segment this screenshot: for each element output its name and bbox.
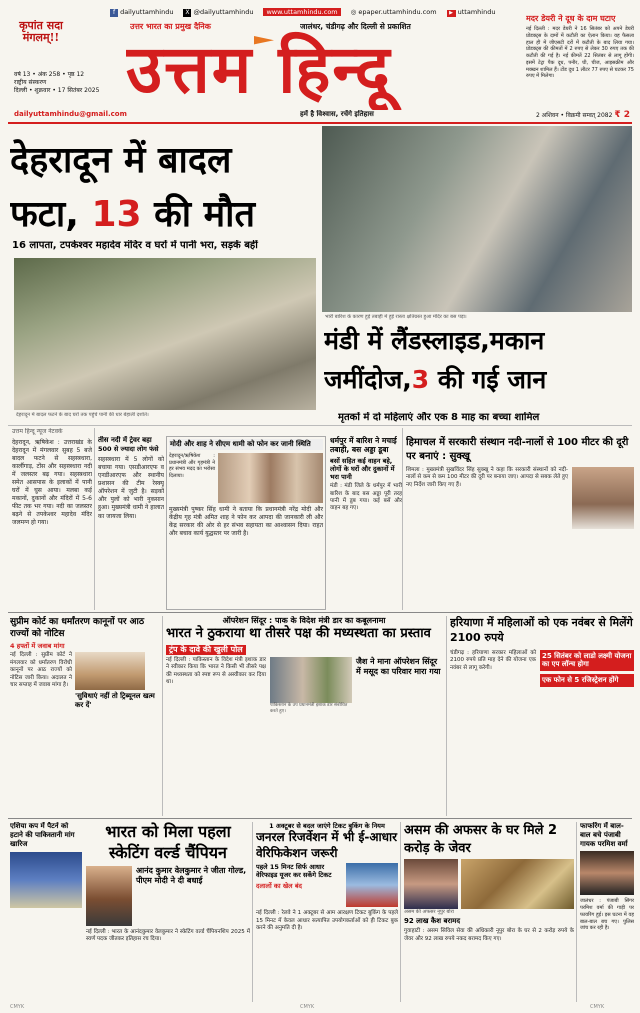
sc-body: नई दिल्ली : सुप्रीम कोर्ट ने मंगलवार को धर्मांतरण विरोधी कानूनों पर आठ राज्यों को नोटिस जारी किया। अदालत ने चार सप्ताह में जवाब मांगा है।	[10, 652, 72, 689]
cricket-photo	[10, 852, 82, 908]
rail-kicker: 1 अक्टूबर से बदल जाएंगे टिकट बुकिंग के नियम	[269, 822, 385, 830]
sidebar-news-body: नई दिल्ली : मदर डेयरी ने 16 सितंबर को अपने डेयरी प्रोडक्ट्स के दामों में कटौती का ऐलान किया। यह फैसला हाल ही में जीएसटी दरों में कटौती के बाद लिया गया। प्रोडक्ट्स की कीमतों में 2 रुपए से लेकर 30 रुपए तक की कटौती की गई है। नई कीमतें 22 सितंबर से लागू होंगी। इसमें टेट्रा पैक दूध, पनीर, घी, चीज, आइसक्रीम और मक्खन शामिल हैं। टोंड दूध 1 लीटर 77 रुपए से घटकर 75 रुपए में मिलेगा।	[526, 26, 634, 80]
firing-body: जालंधर : पंजाबी सिंगर परमिश वर्मा की गाड़ी पर फायरिंग हुई। इस घटना में वह बाल-बाल बच गए। पुलिस जांच कर रही है।	[580, 898, 634, 932]
rail-point2: दलालों का खेल बंद	[256, 881, 302, 890]
mandi-headline: मंडी में लैंडस्लाइड,मकान जमींदोज,3 की गई जान	[324, 326, 547, 394]
footer-mark-right: CMYK	[590, 1004, 605, 1010]
haryana-box2: एक फोन से 5 रजिस्ट्रेशन होंगे	[540, 674, 634, 687]
firing-story	[580, 822, 634, 1002]
lead-photo	[14, 258, 316, 410]
officer-photo	[404, 859, 458, 909]
sidebar-news	[526, 14, 634, 106]
dharmpur-story	[330, 436, 402, 610]
col1-story	[12, 428, 92, 610]
col2-story	[98, 436, 164, 610]
issue-info: वर्ष 13 • अंक 258 • पृष्ठ 12 राष्ट्रीय संस्करण दिल्ली • शुक्रवार • 17 सितंबर 2025	[14, 71, 100, 95]
sindoor-body: नई दिल्ली : पाकिस्तान के विदेश मंत्री इशाक डार ने स्वीकार किया कि भारत ने किसी भी तीसरे पक्ष की मध्यस्थता को स्पष्ट रूप से अस्वीकार कर दिया था।	[166, 656, 266, 686]
haryana-box1: 25 सितंबर को लाडो लक्ष्मी योजना का एप लॉन्च होगा	[540, 650, 634, 672]
col1-body: देहरादून, ऋषिकेश : उत्तराखंड के देहरादून में मंगलवार सुबह 5 बजे बादल फटने से सहस्त्रधारा, कार्लीगाड़, टोंस और सहस्त्रधारा नदी में जलस्तर बढ़ गया। सहस्त्रधारा समेत आसपास के इलाकों में पानी घरों में घुस आया। मलबा कई मकानों, दुकानों और मंदिरों में 5-6 फीट तक भर गया। नदी का जलस्तर बढ़ने से तपकेश्वर महादेव मंदिर जलमग्न हो गया।	[12, 438, 92, 527]
col2-body: सहस्त्रधारा में 5 लोगों को बचाया गया। एसडीआरएफ व एनडीआरएफ और स्थानीय प्रशासन की टीम रेस्क्यू ऑपरेशन में जुटी है। सड़कों और पुलों को भारी नुकसान हुआ। मुख्यमंत्री धामी ने हालात का जायजा लिया।	[98, 455, 164, 520]
right-photo-caption: भारी बारिश के कारण हुई तबाही में हुई रास्ता क्षतिग्रस्त हुआ मंदिर का बस पड़ा।	[325, 314, 467, 320]
col2-headline: तीस नदी में ट्रेवर बहा	[98, 436, 152, 444]
skating-headline: भारत को मिला पहला स्केटिंग वर्ल्ड चैंपियन	[105, 822, 231, 862]
assam-body: गुवाहाटी : असम सिविल सेवा की अधिकारी नूपुर बोरा के घर से 2 करोड़ रुपये के जेवर और 92 लाख रुपये नकद बरामद किए गए।	[404, 928, 574, 942]
sindoor-kicker: ऑपरेशन सिंदूर : पाक के विदेश मंत्री डार का कबूलनामा	[222, 616, 386, 625]
motto: हमें है विश्वास, रचेंगे इतिहास	[300, 110, 374, 118]
modi-box	[166, 436, 326, 610]
sukhu-photo	[572, 467, 634, 529]
footer-mark-center: CMYK	[300, 1004, 315, 1010]
facebook-icon: f	[110, 9, 118, 17]
sc-quote: 'सुविधाएं नहीं तो ट्रिब्यूनल खत्म कर दें'	[74, 692, 155, 710]
masthead-title: उत्तम हिन्दू	[126, 30, 392, 108]
rail-body: नई दिल्ली : रेलवे ने 1 अक्टूबर से आम आरक्षण टिकट बुकिंग के पहले 15 मिनट में केवल आधार सत्यापित उपयोगकर्ताओं को ही टिकट बुक करने की अनुमति दी है।	[256, 910, 398, 932]
jaish-headline: जैश ने माना ऑपरेशन सिंदूर में मसूद का परिवार मारा गया	[356, 656, 441, 677]
singer-photo	[580, 851, 634, 895]
lead-photo-caption: देहरादून में बादल फटने के बाद घरों तक पहुंचे पानी की धार बेहाली दर्शाते।	[16, 412, 149, 418]
social-bar	[110, 6, 510, 18]
sindoor-subhead: ट्रंप के दावे की खुली पोल	[166, 645, 246, 655]
col2-subhead: 500 से ज्यादा लोग फंसे	[98, 444, 159, 453]
modi-body: मुख्यमंत्री पुष्कर सिंह धामी ने बताया कि प्रधानमंत्री नरेंद्र मोदी और केंद्रीय गृह मंत्री अमित शाह ने फोन कर आपदा की जानकारी ली और केंद्र सरकार की ओर से हर संभव सहायता का आश्वासन दिया। राहत और बचाव कार्य युद्धस्तर पर जारी है।	[169, 505, 323, 538]
skater-photo	[86, 866, 132, 926]
train-photo	[346, 863, 398, 907]
assam-caption: असम की अफसर नूपुर बोरा	[404, 909, 454, 916]
asiacup-story	[10, 822, 82, 1002]
price-info: 2 अशिवन • विक्रमी सम्वत् 2082 ₹ 2	[535, 110, 630, 120]
dar-photo	[270, 657, 352, 703]
himachal-body: शिमला : मुख्यमंत्री सुखविंदर सिंह सुक्खू ने कहा कि सरकारी संस्थानों को नदी-नालों से कम से कम 100 मीटर की दूरी पर बनाया जाए। आपदा से सबक लेते हुए नए निर्देश जारी किए गए हैं।	[406, 467, 568, 488]
rail-story	[256, 822, 398, 1002]
dharmpur-headline: धर्मपुर में बारिश ने मचाई तबाही, बस अड्डा डूबा	[330, 436, 397, 455]
dharmpur-subhead: बसों सहित कई वाहन बहे, लोगों के घरों और दुकानों में भरा पानी	[330, 456, 395, 481]
haryana-story	[450, 616, 634, 816]
sc-headline: सुप्रीम कोर्ट का धर्मांतरण कानूनों पर आठ राज्यों को नोटिस	[10, 617, 145, 640]
twitter-link[interactable]: X @dailyuttamhindu	[185, 7, 254, 16]
assam-headline: असम की अफसर के घर मिले 2 करोड़ के जेवर	[404, 823, 558, 856]
sc-subhead: 4 हफ्तों में जवाब मांगा	[10, 642, 65, 651]
editions: जालंधर, चंडीगढ़ और दिल्ली से प्रकाशित	[300, 22, 411, 31]
asiacup-headline: एशिया कप में पैटर्न को हटाने की पाकिस्तानी मांग खारिज	[10, 822, 75, 848]
firing-headline: फाफरिंग में बाल-बाल बचे पंजाबी गायक परमिश वर्मा	[580, 822, 628, 848]
himachal-headline: हिमाचल में सरकारी संस्थान नदी-नालों से 100 मीटर की दूरी पर बनाएं : सुक्खू	[406, 437, 629, 462]
sc-story	[10, 616, 160, 816]
tagline: उत्तर भारत का प्रमुख दैनिक	[130, 22, 211, 31]
sindoor-story	[166, 616, 442, 816]
col1-byline: उत्तम हिन्दू न्यूज नेटवर्क	[12, 428, 63, 435]
modi-quote: देहरादून/ऋषिकेश : प्रधानमंत्री और गृहमंत्री ने हर संभव मदद का भरोसा दिलाया।	[169, 452, 215, 479]
haryana-headline: हरियाणा में महिलाओं को एक नवंबर से मिलेंगे 2100 रुपये	[450, 616, 633, 644]
skating-subhead: आनंद कुमार वेलकुमार ने जीता गोल्ड, पीएम मोदी ने दी बधाई	[136, 865, 247, 885]
leaders-photo	[218, 453, 323, 503]
globe-icon: ◎	[350, 7, 357, 16]
footer-mark-left: CMYK	[10, 1004, 25, 1010]
rail-headline: जनरल रिजर्वेशन में भी ई-आधार वेरिफिकेशन जरूरी	[256, 830, 397, 860]
court-photo	[75, 652, 145, 690]
right-photo	[322, 126, 632, 312]
email: dailyuttamhindu@gmail.com	[14, 110, 127, 118]
twitter-icon: X	[185, 8, 190, 16]
youtube-icon: ▶	[447, 10, 456, 17]
logo-badge: कृपांत सदा मंगलम्!!	[19, 20, 63, 44]
cash-photo	[461, 859, 574, 909]
haryana-body: चंडीगढ़ : हरियाणा सरकार महिलाओं को 2100 रुपये प्रति माह देने की योजना एक नवंबर से लागू करेगी।	[450, 649, 536, 671]
website-link[interactable]: www.uttamhindu.com	[263, 8, 340, 16]
lead-subhead: 16 लापता, टपकेश्वर महादेव मंदिर व घरों में पानी भरा, सड़कें बहीं	[12, 240, 258, 251]
epaper-link[interactable]: ◎ epaper.uttamhindu.com	[350, 7, 437, 16]
youtube-link[interactable]: ▶ uttamhindu	[447, 8, 496, 17]
skating-story	[86, 822, 250, 1002]
sindoor-headline: भारत ने ठुकराया था तीसरे पक्ष की मध्यस्थता का प्रस्ताव	[166, 626, 431, 641]
modi-headline: मोदी और शाह ने सीएम धामी को फोन कर जानी स्थिति	[169, 439, 323, 450]
assam-point: 92 लाख कैश बरामद	[404, 917, 461, 926]
rail-point1: पहले 15 मिनट सिर्फ आधार वेरिफाइड यूजर कर सकेंगे टिकट	[256, 863, 332, 880]
sidebar-news-headline: मदर डेयरी ने दूध के दाम घटाए	[526, 14, 616, 23]
dharmpur-body: मंडी : मंडी जिले के धर्मपुर में भारी बारिश के बाद बस अड्डा पूरी तरह पानी में डूब गया। कई बसें और वाहन बह गए।	[330, 483, 402, 512]
facebook-link[interactable]: f dailyuttamhindu	[110, 8, 173, 17]
lead-headline: देहरादून में बादल फटा, 13 की मौत	[10, 140, 255, 235]
mandi-subhead: मृतकों में दो महिलाएं और एक 8 माह का बच्चा शामिल	[338, 412, 540, 423]
himachal-story	[406, 436, 634, 610]
assam-story	[404, 822, 574, 1002]
sindoor-photo-caption: पाकिस्तान के उप प्रधानमंत्री इशाक डार संबोधित करते हुए।	[270, 702, 348, 714]
skating-body: नई दिल्ली : भारत के आनंदकुमार वेलकुमार ने स्केटिंग वर्ल्ड चैंपियनशिप 2025 में स्वर्ण पदक जीतकर इतिहास रच दिया।	[86, 928, 250, 943]
